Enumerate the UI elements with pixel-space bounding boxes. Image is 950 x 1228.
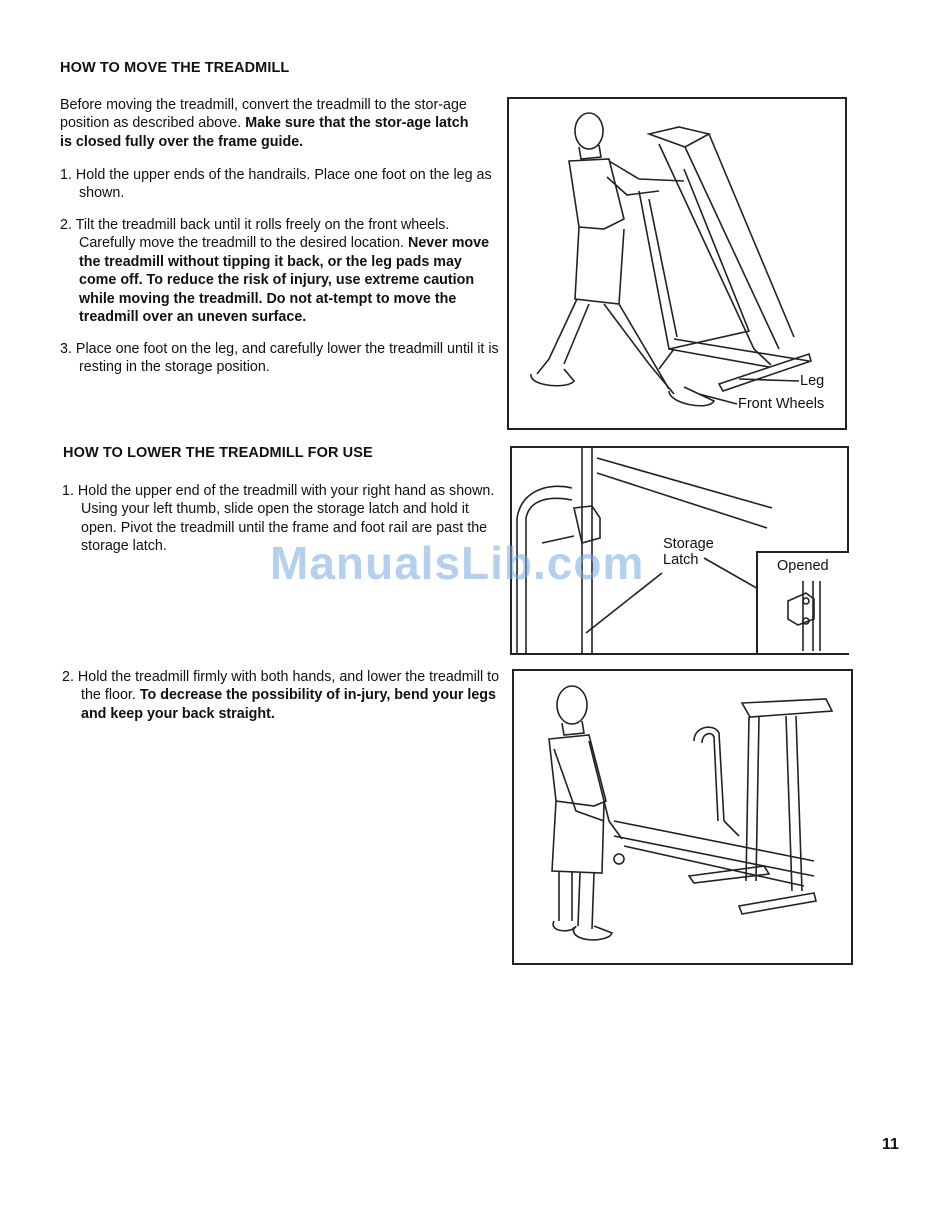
step-number: 1. [60, 167, 72, 183]
move-intro-warning: Make sure that the stor-age latch is closed fully over the frame guide. [60, 115, 469, 150]
section-heading-lower: HOW TO LOWER THE TREADMILL FOR USE [63, 445, 373, 461]
step-number: 3. [60, 341, 72, 357]
label-storage-latch: Storage Latch [663, 536, 714, 568]
move-step-1 [60, 166, 499, 203]
step-text: Hold the upper end of the treadmill with your right hand as shown. Using your left thumb, slide open the storage latch and hold it open. Pivot the treadmill until the frame and foot rail are past the storage latch. [77, 483, 495, 555]
opened-inset [756, 551, 849, 653]
watermark: ManualsLib.com [270, 537, 645, 589]
move-intro-text: Before moving the treadmill, convert the treadmill to the stor-age position as described above. [60, 97, 467, 132]
opened-latch-detail [758, 581, 848, 651]
step-warning: Never move the treadmill without tipping it back, or the leg pads may come off. To reduce the risk of injury, use extreme caution while moving the treadmill. Do not at-tempt to move the treadmill over an uneven surface. [79, 235, 490, 326]
label-front-wheels: Front Wheels [738, 396, 825, 412]
lower-step-2 [62, 668, 501, 723]
step-text: Hold the treadmill firmly with both hands, and lower the treadmill to the floor. [77, 669, 500, 704]
figure-moving-treadmill [507, 97, 847, 430]
step-warning: To decrease the possibility of in-jury, bend your legs and keep your back straight. [81, 687, 496, 722]
step-number: 1. [62, 483, 74, 499]
page-number: 11 [882, 1136, 899, 1153]
step-number: 2. [62, 669, 74, 685]
step-text: Hold the upper ends of the handrails. Place one foot on the leg as shown. [75, 167, 492, 202]
label-leg: Leg [800, 373, 825, 389]
step-text: Tilt the treadmill back until it rolls freely on the front wheels. Carefully move the treadmill to the desired location. [75, 217, 450, 252]
move-intro-paragraph [60, 96, 480, 151]
label-opened: Opened [777, 558, 829, 574]
step-text: Place one foot on the leg, and carefully lower the treadmill until it is resting in the storage position. [75, 341, 499, 376]
move-step-2 [60, 216, 499, 326]
figure-lowering-treadmill [512, 669, 853, 965]
lowering-treadmill-illustration [514, 671, 851, 963]
moving-treadmill-illustration [509, 99, 845, 428]
step-number: 2. [60, 217, 72, 233]
move-step-3 [60, 340, 499, 377]
section-heading-move: HOW TO MOVE THE TREADMILL [60, 60, 290, 76]
